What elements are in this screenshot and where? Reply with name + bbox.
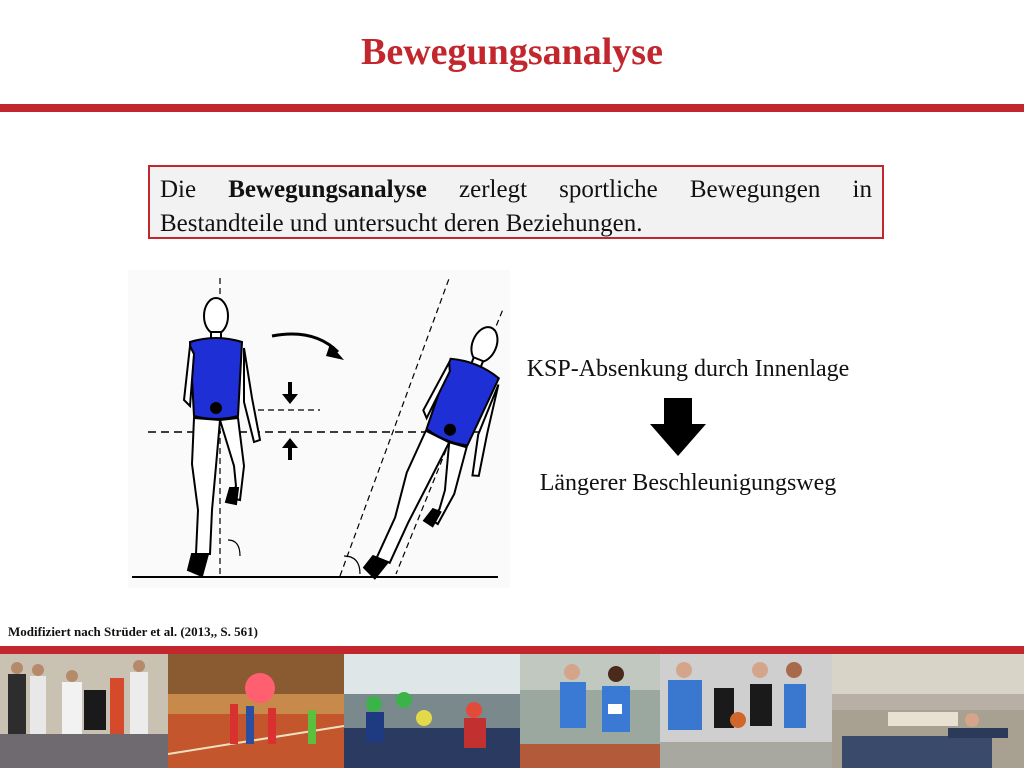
- gym-mats-photo: [832, 654, 1024, 768]
- height-diff-arrows: [282, 382, 298, 460]
- photo-strip: [0, 654, 1024, 768]
- rotation-arrow: [272, 334, 344, 360]
- definition-prefix: Die: [160, 176, 229, 203]
- leaning-figure: [358, 297, 510, 588]
- definition-term: Bewegungsanalyse: [228, 176, 427, 203]
- rafting-photo: [344, 654, 520, 768]
- citation: Modifiziert nach Strüder et al. (2013,, S. 561): [8, 624, 258, 639]
- down-arrow-icon: [648, 398, 708, 462]
- sporthall-ball-game-photo: [168, 654, 344, 768]
- movement-figure: [128, 270, 510, 588]
- basketball-photo: [660, 654, 832, 768]
- definition-box: [148, 165, 884, 239]
- definition-suffix: zerlegt sportliche Bewegungen in Bestandteile und untersucht deren Beziehungen.: [160, 176, 872, 237]
- top-divider: [0, 104, 1024, 112]
- ksp-statement: KSP-Absenkung durch Innenlage: [526, 356, 850, 382]
- result-statement: Längerer Beschleunigungsweg: [539, 470, 837, 496]
- upright-figure: [184, 278, 260, 576]
- relay-race-photo: [520, 654, 660, 768]
- slide-title: Bewegungsanalyse: [361, 31, 663, 73]
- group-standing-photo: [0, 654, 168, 768]
- bottom-divider: [0, 646, 1024, 654]
